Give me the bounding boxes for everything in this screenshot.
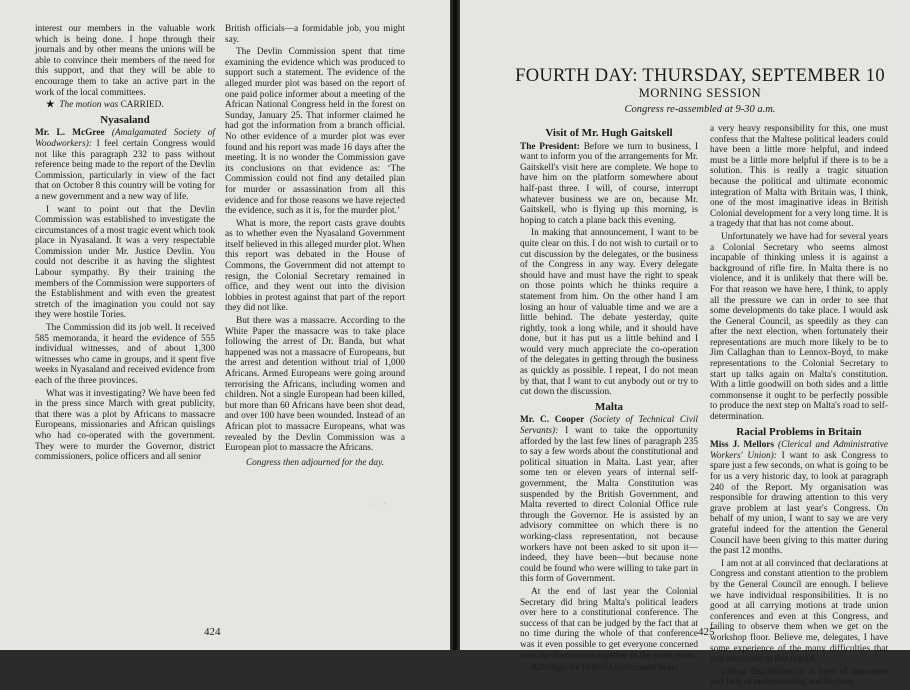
paragraph: interest our members in the valuable work which is being done. I hope through their journals and by other means the unions will be able to convince their members of the need for this support, and that they will be able to encourage them to take an active part in the work of the local committees. [35,24,215,98]
paragraph: But there was a massacre. According to the White Paper the massacre was to take place following the arrest of Dr. Banda, but what happened was not a massacre of Europeans, but the arrest and detention without trial of 1,000 Africans. Armed Europeans were going around terrorising the Africans, including women and children. Not a single European had been killed, but more than 60 Africans have been shot dead, and over 100 have been wounded. Instead of an African plot to massacre Europeans, what was revealed by the Devlin Commission was a European plot to massacre the Africans. [225,316,405,454]
left-page [0,0,450,650]
day-title: FOURTH DAY: THURSDAY, SEPTEMBER 10 [515,66,885,86]
session-title: MORNING SESSION [638,86,762,100]
right-page [460,0,910,688]
section-heading-racial-problems: Racial Problems in Britain [736,425,862,438]
motion-result [35,100,215,111]
speaker-text: Before we turn to business, I want to inform you of the arrangements for Mr. Gaitskell's visit here are complete. We hope to have him on the platform somewhere about half-past three. I will, of course, interrupt whatever business we are on, because Mr. Gaitskell, who is flying up this morning, is hoping to catch a plane back this evening. [520,141,698,226]
right-column-1 [520,124,698,676]
speaker-text: I want to take the opportunity afforded by the last few lines of paragraph 235 to say a few words about the constitutional and political situation in Malta. Last year, after some ten or eleven years of internal self-government, the Malta Constitution was suspended by the British Government, and Malta reverted to direct Colonial Office rule through the Governor. He is assisted by an advisory committee on which there is no working-class representation, not because workers have not been asked to sit upon it—indeed, they have been—but because none could be found who were willing to take part in this form of Government. [520,426,698,585]
paragraph: The Commission did its job well. It received 585 memoranda, it heard the evidence of 555 individual witnesses, and of about 1,300 witnesses who came in groups, and it spent five weeks in Nyasaland and received evidence from each of the three provinces. [35,323,215,386]
speaker-name: Miss J. Mellors [710,440,774,451]
speaker-paragraph [710,440,888,557]
right-column-2 [710,124,888,690]
paragraph: What was it investigating? We have been fed in the press since March with great publicity, that there was a plot by Africans to massacre Europeans, missionaries and African quislings who had co-operated with the government. They were to murder the Governor, district commissioners, police officers and all senior [35,388,215,463]
section-heading-gaitskell: Visit of Mr. Hugh Gaitskell [545,127,673,139]
speaker-paragraph [520,415,698,585]
adjourn-note: Congress then adjourned for the day. [245,457,385,468]
pencil-mark: · · · [371,499,387,511]
star-icon: ★ [46,100,55,111]
page-number-left: 424 [204,626,221,638]
left-column-1 [35,24,215,465]
motion-carried: CARRIED. [120,100,164,111]
paragraph: The Devlin Commission spent that time examining the evidence which was produced to support such a statement. The evidence of the alleged murder plot was based on the report of one paid police informer about a meeting of the African National Congress held in the forest on Sunday, January 25. That informer claimed he had got the information from a branch official. No other evidence of a murder plot was ever found and his report was made 16 days after the meeting. It is no wonder the Commission gave its conclusions on that evidence as: ‘The Commission could not find any detailed plan for murder or assassination from all this evidence and for those reasons we have rejected the evidence, such as it is, for the murder plot.’ [225,47,405,217]
speaker-affiliation: (Amalgamated Society of Woodworkers): [35,128,215,149]
paragraph: Unfortunately we have had for several years a Colonial Secretary who seems almost incapable of thinking unless it is against a background of rifle fire. In Malta there is no violence, and it is unlikely that there will be. For that reason we have here, I think, to apply all the pressure we can in order to see that some developments do take place. I would ask the General Council, as speedily as they can after the next election, when fortunately their representations are much more likely to be to Jim Callaghan than to Lennox-Boyd, to make representations to the Colonial Secretary to start up talks again on Malta's constitution. With a little goodwill on both sides and a little commonsense it ought to be perfectly possible to produce the next step on Malta's road to self-determination. [710,231,888,423]
book-gutter [450,0,460,650]
speaker-name: Mr. C. Cooper [520,415,585,426]
speaker-name: Mr. L. McGree [35,128,105,139]
paragraph: a very heavy responsibility for this, one must confess that the Maltese political leaders could have been a little more helpful, and indeed must be a little more helpful if there is to be a solution. This is really a tragic situation because the political and ultimate economic integration of Malta with Britain was, I think, one of the most imaginative ideas in British Colonial development for a very long time. It is a tragedy that that has not come about. [710,124,888,230]
speaker-text: I feel certain Congress would not like this paragraph 232 to pass without reference being made to the report of the Devlin Commission, particularly in view of the fact that on October 8 this country will be voting for a new government and a new way of life. [35,138,215,202]
paragraph: I am not at all convinced that declarations at Congress and constant attention to the problem by the General Council are enough. I believe we have individual responsibilities. It is no good at all carrying motions at trade union conferences and even at this Congress, and failing to observe them when we get on the workshop floor. Believe me, delegates, I have some experience of the many difficulties that you encounter in this regard. [710,558,888,665]
paragraph: At the end of last year the Colonial Secretary did bring Malta's political leaders over here to a constitutional conference. The success of that can be judged by the fact that at no time during the whole of that conference was it even possible to get everyone concerned with the discussions together in the same room. [520,586,698,661]
speaker-name: The President: [520,141,580,152]
speaker-affiliation: (Clerical and Administrative Workers' Union): [710,440,889,461]
motion-text: The motion was [59,100,119,111]
paragraph: What is more, the report casts grave doubts as to whether even the Nyasaland Government itself believed in this alleged murder plot. When this report was debated in the House of Commons, the Government did not attempt to resign, the Colonial Secretary remained in office, and they went out into the division lobbies in protest against that part of the report they did not like. [225,218,405,314]
speaker-affiliation: (Society of Technical Civil Servants): [520,415,699,437]
speaker-text: I want to ask Congress to spare just a few seconds, on what is going to be for us a very historic day, to look at paragraph 240 of the Report. My organisation was responsible for drawing attention to this very grave problem at last year's Congress. On behalf of my union, I want to say we are very grateful indeed for the attention the General Council have been giving to this matter during the past 12 months. [710,450,888,557]
paragraph: In making that announcement, I want to be quite clear on this. I do not wish to curtail or to cut discussion by the delegates, or the business of the Congress in any way. Every delegate should have and must have the right to speak on those points which he thinks require a statement from him. On the other hand I am losing an hour of valuable time and we are a little behind. The debate yesterday, quite rightly, took a long while, and it should have done, but it has put us a little behind and I would very much appreciate the co-operation of the delegates in getting through the business as quickly as possible. I repeat, I do not mean by that, that I want to cut anybody out or try to cut down the discussion. [520,228,698,398]
paragraph: Although the British Government bears [531,663,679,674]
left-column-2 [225,24,405,470]
page-number-right: 425 [698,626,715,638]
paragraph: I want to point out that the Devlin Commission was established to investigate the circumstances of a most tragic event which took place in Nyasaland. It was a very respectable Commission under Mr. Justice Devlin. You could not describe it as having the slightest Labour sympathy. By their training the members of the Commission were supporters of the Establishment and with even the greatest stretch of the imagination you could not say they were hostile Tories. [35,204,215,321]
section-heading-malta: Malta [594,400,624,413]
section-heading-nyasaland: Nyasaland [100,113,150,126]
speaker-paragraph [520,142,698,227]
paragraph: British officials—a formidable job, you might say. [225,24,405,45]
speaker-paragraph [35,128,215,202]
paragraph: Colour discrimination is born of ignorance and lack of understanding and because [710,666,888,688]
reassembled-note: Congress re-assembled at 9-30 a.m. [624,104,776,115]
